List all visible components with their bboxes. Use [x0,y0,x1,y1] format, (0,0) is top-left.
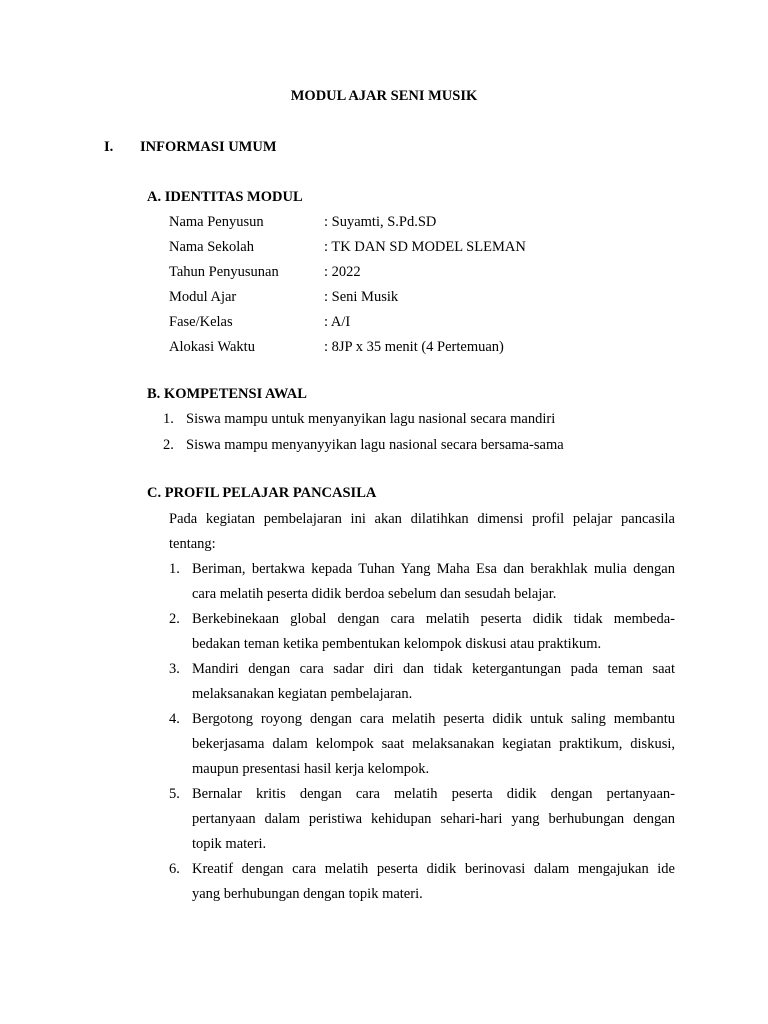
list-item-line: maupun presentasi hasil kerja kelompok. [192,761,430,777]
info-label: Nama Sekolah [169,239,254,255]
list-item-line: topik materi. [192,836,267,852]
list-number: 2. [163,437,174,453]
info-value: : 2022 [324,264,361,280]
list-number: 5. [169,786,180,802]
list-item-line: Beriman, bertakwa kepada Tuhan Yang Maha Esa dan berakhlak mulia dengan [192,561,675,577]
section-c-heading: C. PROFIL PELAJAR PANCASILA [147,485,377,501]
list-item-line: bekerjasama dalam kelompok saat melaksanakan kegiatan praktikum, diskusi, [192,736,675,752]
list-number: 2. [169,611,180,627]
info-value: : 8JP x 35 menit (4 Pertemuan) [324,339,504,355]
list-number: 1. [169,561,180,577]
list-item-line: Mandiri dengan cara sadar diri dan tidak ketergantungan pada teman saat [192,661,675,677]
info-value: : A/I [324,314,351,330]
list-item-line: Bernalar kritis dengan cara melatih peserta didik dengan pertanyaan- [192,786,675,802]
intro-line: tentang: [169,536,216,552]
list-item-line: melaksanakan kegiatan pembelajaran. [192,686,413,702]
info-label: Fase/Kelas [169,314,233,330]
info-label: Alokasi Waktu [169,339,255,355]
section-i-heading: INFORMASI UMUM [140,139,277,155]
list-item-line: Bergotong royong dengan cara melatih peserta didik untuk saling membantu [192,711,675,727]
list-item-line: pertanyaan dalam peristiwa kehidupan sehari-hari yang berhubungan dengan [192,811,675,827]
list-item-line: yang berhubungan dengan topik materi. [192,886,423,902]
list-number: 4. [169,711,180,727]
info-row [169,289,689,309]
section-a-heading: A. IDENTITAS MODUL [147,189,303,205]
list-number: 1. [163,411,174,427]
intro-line: Pada kegiatan pembelajaran ini akan dilatihkan dimensi profil pelajar pancasila [169,511,675,527]
list-number: 6. [169,861,180,877]
list-item: Siswa mampu menyanyyikan lagu nasional secara bersama-sama [186,437,564,453]
info-row [169,239,689,259]
info-value: : TK DAN SD MODEL SLEMAN [324,239,526,255]
document-title: MODUL AJAR SENI MUSIK [290,88,478,104]
list-number: 3. [169,661,180,677]
section-i-numeral: I. [104,139,114,155]
list-item-line: bedakan teman ketika pembentukan kelompok diskusi atau praktikum. [192,636,602,652]
info-value: : Suyamti, S.Pd.SD [324,214,437,230]
info-label: Nama Penyusun [169,214,264,230]
info-label: Modul Ajar [169,289,237,305]
info-row [169,339,689,359]
list-item: Siswa mampu untuk menyanyikan lagu nasional secara mandiri [186,411,556,427]
info-value: : Seni Musik [324,289,399,305]
list-item-line: Berkebinekaan global dengan cara melatih peserta didik tidak membeda- [192,611,675,627]
list-item-line: cara melatih peserta didik berdoa sebelum dan sesudah belajar. [192,586,557,602]
info-row [169,214,689,234]
info-row [169,314,689,334]
section-b-heading: B. KOMPETENSI AWAL [147,386,307,402]
info-row [169,264,689,284]
info-label: Tahun Penyusunan [169,264,279,280]
list-item-line: Kreatif dengan cara melatih peserta didik berinovasi dalam mengajukan ide [192,861,675,877]
